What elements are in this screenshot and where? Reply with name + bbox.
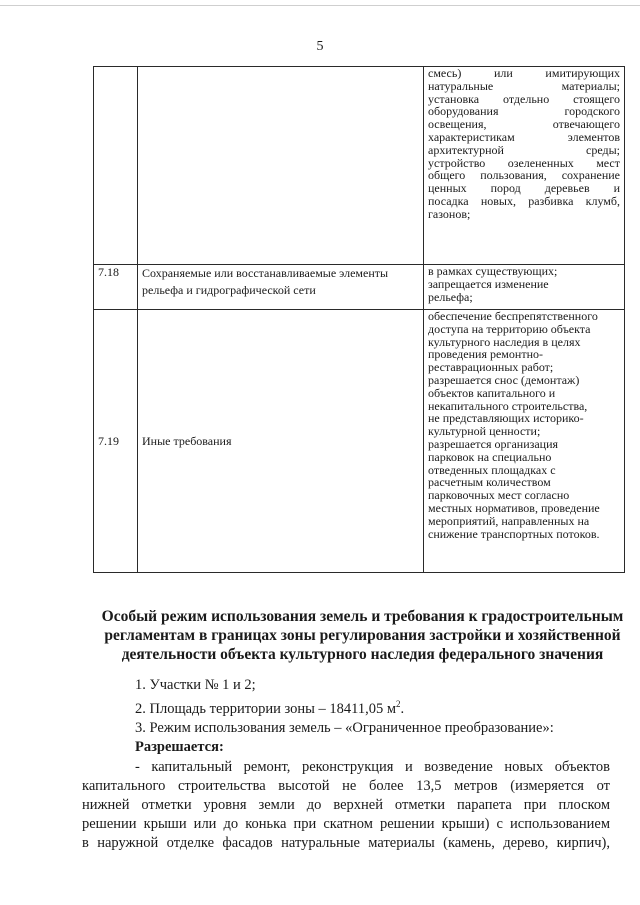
requirement-line: посадка новых, разбивка клумб, <box>428 193 620 208</box>
description-cell: Сохраняемые или восстанавливаемые элементы рельефа и гидрографической сети <box>138 265 424 310</box>
requirement-line: установка отдельно стоящего <box>428 91 620 106</box>
description-cell <box>138 67 424 265</box>
requirement-line: ценных пород деревьев и <box>428 181 620 196</box>
paragraph-line: - капитальный ремонт, реконструкция и возведение новых объектов <box>135 758 610 775</box>
requirement-line: не представляющих историко- <box>428 411 584 426</box>
requirement-line: объектов капитального и <box>428 385 556 400</box>
section-heading-line: регламентам в границах зоны регулирования застройки и хозяйственной <box>104 627 621 645</box>
section-heading <box>85 607 640 665</box>
section-heading-line: деятельности объекта культурного наследия федерального значения <box>121 646 604 664</box>
requirement-line: реставрационных работ; <box>428 360 554 375</box>
requirement-line: культурного наследия в целях <box>428 334 581 349</box>
requirements-cell <box>424 67 625 265</box>
requirement-line: общего пользования, сохранение <box>428 168 620 183</box>
requirement-line: культурной ценности; <box>428 424 541 439</box>
requirement-line: проведения ремонтно- <box>428 347 543 362</box>
requirement-line: парковок на специально <box>428 449 552 464</box>
area-unit-exponent: 2 <box>396 699 401 710</box>
requirement-line: натуральные материалы; <box>428 78 620 93</box>
list-item-plots: 1. Участки № 1 и 2; <box>135 677 256 693</box>
section-heading-line: Особый режим использования земель и требования к градостроительным <box>101 608 624 625</box>
requirement-line: разрешается организация <box>428 436 559 451</box>
table-row <box>94 265 625 310</box>
row-number-cell: 7.18 <box>94 265 138 310</box>
body-text <box>82 676 610 854</box>
requirement-line: мероприятий, направленных на <box>428 513 590 528</box>
requirement-line: устройство озелененных мест <box>428 155 620 170</box>
requirement-line: доступа на территорию объекта <box>428 321 591 336</box>
requirement-line: разрешается снос (демонтаж) <box>428 372 580 387</box>
area-text: 2. Площадь территории зоны – 18411,05 м <box>135 701 397 718</box>
scan-top-edge <box>0 5 640 6</box>
requirement-line: запрещается изменение <box>428 276 549 291</box>
requirement-line: рельефа; <box>428 289 473 304</box>
requirement-line: в рамках существующих; <box>428 264 558 278</box>
table-row <box>94 310 625 573</box>
page-number: 5 <box>316 39 324 54</box>
requirement-line: газонов; <box>428 206 471 221</box>
requirement-line: характеристикам элементов <box>428 129 620 144</box>
row-number-cell: 7.19 <box>94 310 138 573</box>
list-item-land-use-mode: 3. Режим использования земель – «Ограниченное преобразование»: <box>135 720 554 737</box>
list-item-area <box>82 695 610 719</box>
paragraph-line: капитального строительства высотой не более 13,5 метров (измеряется от <box>82 777 610 794</box>
regulations-table <box>93 66 625 573</box>
requirement-line: парковочных мест согласно <box>428 488 570 503</box>
paragraph-line: решении крыши или до конька при скатном решении крыши) с использованием <box>82 816 610 833</box>
requirement-line: обеспечение беспрепятственного <box>428 309 598 323</box>
requirements-cell <box>424 265 625 310</box>
allowed-label: Разрешается: <box>135 739 224 756</box>
requirement-line: местных нормативов, проведение <box>428 500 600 515</box>
paragraph-line: нижней отметки уровня земли до верхней отметки парапета при плоском <box>82 797 610 814</box>
row-number-cell <box>94 67 138 265</box>
requirement-line: некапитального строительства, <box>428 398 588 413</box>
area-text-end: . <box>400 701 405 718</box>
requirement-line: расчетным количеством <box>428 475 551 490</box>
table-row <box>94 67 625 265</box>
description-cell: Иные требования <box>138 310 424 573</box>
paragraph-line: в наружной отделке фасадов натуральные материалы (камень, дерево, кирпич), <box>82 835 610 852</box>
requirement-line: смесь) или имитирующих <box>428 66 620 80</box>
requirement-line: архитектурной среды; <box>428 142 620 157</box>
requirement-line: снижение транспортных потоков. <box>428 526 600 541</box>
requirement-line: освещения, отвечающего <box>428 117 620 132</box>
requirement-line: отведенных площадках с <box>428 462 556 477</box>
requirements-cell <box>424 310 625 573</box>
requirement-line: оборудования городского <box>428 104 620 119</box>
